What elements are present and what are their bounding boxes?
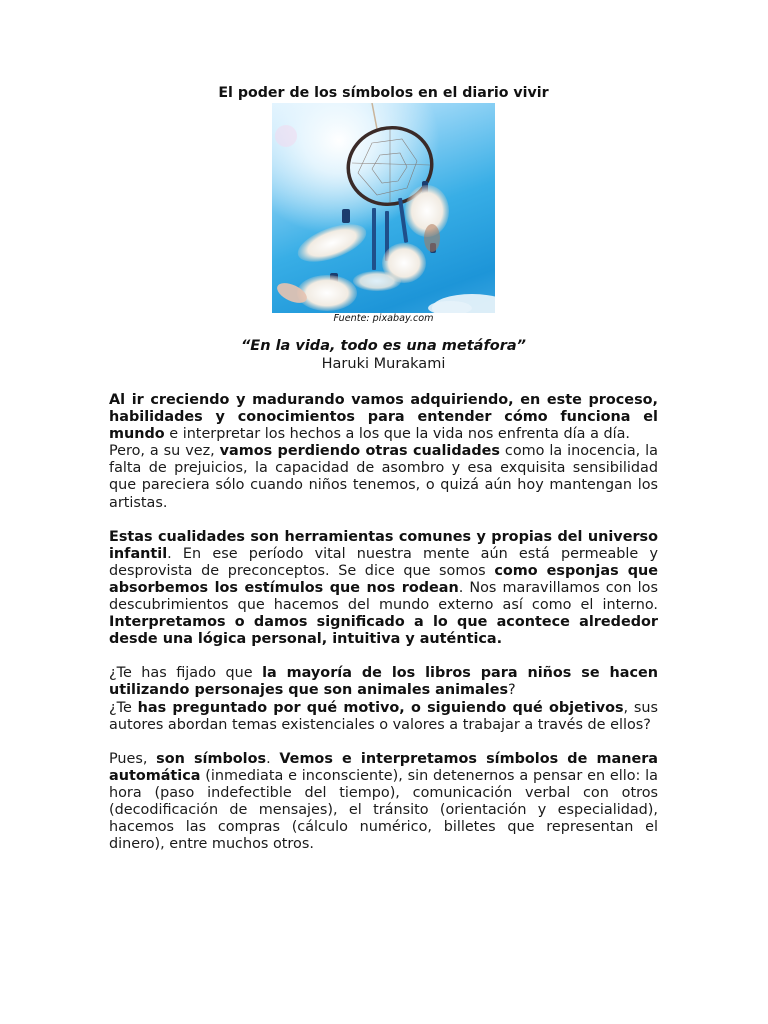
body-text: . [266, 750, 280, 767]
paragraph-3 [109, 529, 658, 649]
body-text: como la inocencia, la falta de prejuicios, la capacidad de asombro y esa exquisita sensibilidad que pareciera sólo cuando niños tenemos, o quizá aún hoy mantengan los artistas. [109, 443, 658, 511]
dreamcatcher-photo [272, 103, 495, 313]
bold-text: has preguntado por qué motivo, o siguiendo qué objetivos [137, 699, 624, 716]
bold-text: son símbolos [156, 750, 267, 767]
body-text: (inmediata e inconsciente), sin detenernos a pensar en ello: la hora (paso indefectible del tiempo), comunicación verbal con otros (decodificación de mensajes), el tránsito (orientación y especialidad), hacemos las compras (cálculo numérico, billetes que representan el dinero), entre muchos otros. [109, 767, 658, 853]
body-text: ? [508, 682, 516, 699]
body-text: ¿Te has fijado que [109, 665, 263, 682]
bold-text: Al ir creciendo y madurando vamos adquiriendo, en este proceso, habilidades y conocimientos para entender cómo funciona el mundo [109, 392, 658, 443]
image-caption: Fuente: pixabay.com [333, 313, 434, 324]
bold-text: Interpretamos o damos significado a lo que acontece alrededor desde una lógica personal, intuitiva y auténtica. [109, 614, 658, 648]
paragraph-2 [109, 443, 658, 511]
bold-text: la mayoría de los libros para niños se hacen utilizando personajes que son animales animales [109, 665, 658, 699]
bold-text: Vemos e interpretamos símbolos de manera automática [109, 750, 659, 784]
bold-text: Estas cualidades son herramientas comunes y propias del universo infantil [109, 528, 658, 562]
quote-author: Haruki Murakami [321, 356, 446, 372]
body-text: . Nos maravillamos con los descubrimientos que hacemos del mundo externo así como el interno. [109, 579, 658, 614]
body-text: Pues, [109, 750, 157, 767]
paragraph-5 [109, 700, 658, 734]
body-text: , sus autores abordan temas existenciales o valores a trabajar a través de ellos? [109, 699, 659, 733]
body-text: ¿Te [109, 699, 138, 716]
body-text: . En ese período vital nuestra mente aún está permeable y desprovista de preconceptos. Se dice que somos [109, 545, 658, 579]
epigraph-quote: “En la vida, todo es una metáfora” [240, 338, 527, 354]
bold-text: como esponjas que absorbemos los estímulos que nos rodean [109, 562, 658, 596]
paragraph-6 [109, 751, 658, 854]
bold-text: vamos perdiendo otras cualidades [219, 443, 500, 460]
body-text: Pero, a su vez, [109, 443, 220, 460]
document-title: El poder de los símbolos en el diario vivir [218, 85, 549, 101]
body-text: e interpretar los hechos a los que la vida nos enfrenta día a día. [164, 426, 630, 443]
paragraph-4 [109, 665, 658, 699]
paragraph-1 [109, 392, 658, 443]
document-page [109, 84, 658, 853]
dreamcatcher-icon [272, 103, 495, 313]
